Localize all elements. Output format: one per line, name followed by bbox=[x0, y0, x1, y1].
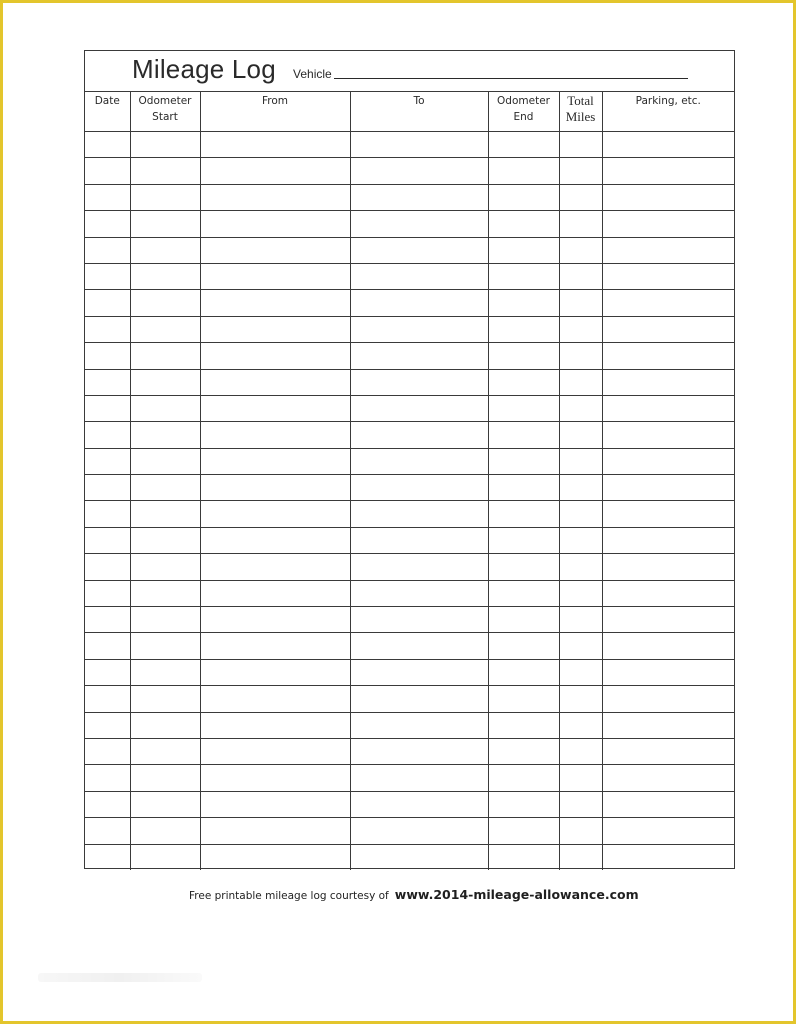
log-cell-total-miles[interactable] bbox=[559, 818, 602, 844]
log-cell-to[interactable] bbox=[350, 554, 488, 580]
log-entry-row bbox=[85, 263, 734, 289]
log-cell-total-miles[interactable] bbox=[559, 686, 602, 712]
log-cell-odometer-start[interactable] bbox=[130, 844, 200, 870]
log-cell-total-miles[interactable] bbox=[559, 316, 602, 342]
log-cell-to[interactable] bbox=[350, 263, 488, 289]
log-entry-row bbox=[85, 211, 734, 237]
column-header-odometer-start bbox=[130, 91, 200, 132]
log-cell-odometer-end[interactable] bbox=[488, 316, 559, 342]
log-cell-odometer-end[interactable] bbox=[488, 765, 559, 791]
log-entry-row bbox=[85, 844, 734, 870]
column-header-from bbox=[200, 91, 350, 132]
log-cell-odometer-end[interactable] bbox=[488, 554, 559, 580]
log-entry-row bbox=[85, 369, 734, 395]
log-entry-row bbox=[85, 395, 734, 421]
log-cell-parking[interactable] bbox=[602, 184, 734, 210]
log-cell-parking[interactable] bbox=[602, 633, 734, 659]
log-cell-date[interactable] bbox=[85, 501, 130, 527]
log-entry-row bbox=[85, 607, 734, 633]
log-cell-total-miles[interactable] bbox=[559, 738, 602, 764]
header-row bbox=[85, 91, 734, 132]
log-cell-date[interactable] bbox=[85, 844, 130, 870]
log-cell-odometer-end[interactable] bbox=[488, 818, 559, 844]
log-cell-from[interactable] bbox=[200, 184, 350, 210]
log-cell-parking[interactable] bbox=[602, 765, 734, 791]
log-cell-from[interactable] bbox=[200, 738, 350, 764]
log-cell-from[interactable] bbox=[200, 844, 350, 870]
log-cell-from[interactable] bbox=[200, 475, 350, 501]
log-entry-row bbox=[85, 527, 734, 553]
log-cell-odometer-end[interactable] bbox=[488, 844, 559, 870]
log-entry-row bbox=[85, 580, 734, 606]
log-cell-total-miles[interactable] bbox=[559, 527, 602, 553]
log-cell-parking[interactable] bbox=[602, 527, 734, 553]
log-cell-odometer-end[interactable] bbox=[488, 369, 559, 395]
log-cell-total-miles[interactable] bbox=[559, 765, 602, 791]
log-cell-odometer-start[interactable] bbox=[130, 290, 200, 316]
log-cell-to[interactable] bbox=[350, 395, 488, 421]
log-cell-date[interactable] bbox=[85, 607, 130, 633]
vehicle-label: Vehicle bbox=[293, 67, 332, 81]
log-cell-date[interactable] bbox=[85, 765, 130, 791]
column-header-to bbox=[350, 91, 488, 132]
log-cell-to[interactable] bbox=[350, 369, 488, 395]
title-band bbox=[85, 51, 734, 92]
mileage-table bbox=[85, 91, 734, 870]
log-cell-from[interactable] bbox=[200, 448, 350, 474]
log-cell-parking[interactable] bbox=[602, 395, 734, 421]
footer-website-link[interactable]: www.2014-mileage-allowance.com bbox=[394, 887, 639, 902]
log-cell-odometer-end[interactable] bbox=[488, 659, 559, 685]
log-cell-odometer-end[interactable] bbox=[488, 343, 559, 369]
log-table-body bbox=[85, 132, 734, 870]
log-cell-odometer-start[interactable] bbox=[130, 132, 200, 158]
log-entry-row bbox=[85, 738, 734, 764]
log-cell-date[interactable] bbox=[85, 818, 130, 844]
log-cell-date[interactable] bbox=[85, 132, 130, 158]
log-cell-odometer-start[interactable] bbox=[130, 316, 200, 342]
log-cell-odometer-end[interactable] bbox=[488, 580, 559, 606]
log-cell-odometer-end[interactable] bbox=[488, 237, 559, 263]
log-cell-date[interactable] bbox=[85, 395, 130, 421]
faint-scan-mark bbox=[38, 973, 202, 982]
log-cell-to[interactable] bbox=[350, 343, 488, 369]
log-cell-from[interactable] bbox=[200, 659, 350, 685]
log-entry-row bbox=[85, 818, 734, 844]
log-cell-to[interactable] bbox=[350, 791, 488, 817]
log-cell-from[interactable] bbox=[200, 527, 350, 553]
log-cell-parking[interactable] bbox=[602, 686, 734, 712]
log-cell-from[interactable] bbox=[200, 818, 350, 844]
log-entry-row bbox=[85, 554, 734, 580]
log-cell-date[interactable] bbox=[85, 263, 130, 289]
log-entry-row bbox=[85, 237, 734, 263]
log-cell-from[interactable] bbox=[200, 343, 350, 369]
log-cell-from[interactable] bbox=[200, 395, 350, 421]
log-cell-date[interactable] bbox=[85, 554, 130, 580]
log-cell-date[interactable] bbox=[85, 448, 130, 474]
log-cell-from[interactable] bbox=[200, 422, 350, 448]
log-cell-from[interactable] bbox=[200, 686, 350, 712]
log-cell-parking[interactable] bbox=[602, 791, 734, 817]
log-cell-parking[interactable] bbox=[602, 211, 734, 237]
log-cell-parking[interactable] bbox=[602, 369, 734, 395]
log-cell-odometer-end[interactable] bbox=[488, 633, 559, 659]
log-cell-date[interactable] bbox=[85, 475, 130, 501]
log-cell-from[interactable] bbox=[200, 290, 350, 316]
log-cell-from[interactable] bbox=[200, 633, 350, 659]
log-cell-odometer-start[interactable] bbox=[130, 237, 200, 263]
mileage-log-sheet bbox=[84, 50, 735, 869]
log-cell-odometer-end[interactable] bbox=[488, 475, 559, 501]
log-cell-date[interactable] bbox=[85, 580, 130, 606]
log-entry-row bbox=[85, 290, 734, 316]
log-cell-total-miles[interactable] bbox=[559, 184, 602, 210]
column-header-total-miles bbox=[559, 91, 602, 132]
log-cell-to[interactable] bbox=[350, 580, 488, 606]
log-cell-parking[interactable] bbox=[602, 712, 734, 738]
log-cell-total-miles[interactable] bbox=[559, 791, 602, 817]
log-cell-odometer-start[interactable] bbox=[130, 554, 200, 580]
log-entry-row bbox=[85, 659, 734, 685]
log-cell-odometer-start[interactable] bbox=[130, 422, 200, 448]
log-cell-to[interactable] bbox=[350, 686, 488, 712]
log-cell-from[interactable] bbox=[200, 580, 350, 606]
log-cell-to[interactable] bbox=[350, 712, 488, 738]
log-cell-date[interactable] bbox=[85, 686, 130, 712]
log-cell-date[interactable] bbox=[85, 633, 130, 659]
log-cell-odometer-end[interactable] bbox=[488, 738, 559, 764]
log-cell-odometer-end[interactable] bbox=[488, 686, 559, 712]
log-entry-row bbox=[85, 475, 734, 501]
log-cell-total-miles[interactable] bbox=[559, 475, 602, 501]
log-cell-odometer-start[interactable] bbox=[130, 184, 200, 210]
log-cell-odometer-start[interactable] bbox=[130, 211, 200, 237]
log-entry-row bbox=[85, 633, 734, 659]
log-cell-odometer-end[interactable] bbox=[488, 184, 559, 210]
header-line: Odometer bbox=[138, 95, 192, 107]
log-cell-to[interactable] bbox=[350, 527, 488, 553]
log-cell-to[interactable] bbox=[350, 184, 488, 210]
log-entry-row bbox=[85, 316, 734, 342]
log-cell-parking[interactable] bbox=[602, 554, 734, 580]
log-cell-date[interactable] bbox=[85, 712, 130, 738]
log-entry-row bbox=[85, 158, 734, 184]
header-line: Parking, etc. bbox=[635, 95, 701, 107]
header-line: To bbox=[413, 95, 425, 107]
log-cell-parking[interactable] bbox=[602, 580, 734, 606]
log-cell-from[interactable] bbox=[200, 158, 350, 184]
log-cell-odometer-end[interactable] bbox=[488, 211, 559, 237]
log-cell-total-miles[interactable] bbox=[559, 422, 602, 448]
log-cell-date[interactable] bbox=[85, 343, 130, 369]
log-cell-odometer-start[interactable] bbox=[130, 475, 200, 501]
log-entry-row bbox=[85, 712, 734, 738]
log-cell-total-miles[interactable] bbox=[559, 211, 602, 237]
header-line: Odometer bbox=[497, 95, 550, 107]
log-cell-odometer-start[interactable] bbox=[130, 607, 200, 633]
log-cell-total-miles[interactable] bbox=[559, 448, 602, 474]
header-line: From bbox=[261, 95, 288, 107]
log-cell-from[interactable] bbox=[200, 607, 350, 633]
log-cell-date[interactable] bbox=[85, 369, 130, 395]
log-cell-to[interactable] bbox=[350, 659, 488, 685]
log-cell-parking[interactable] bbox=[602, 132, 734, 158]
log-cell-date[interactable] bbox=[85, 158, 130, 184]
header-line: Start bbox=[152, 111, 178, 123]
page-title: Mileage Log bbox=[132, 54, 276, 84]
log-cell-odometer-start[interactable] bbox=[130, 791, 200, 817]
vehicle-field-line[interactable] bbox=[334, 78, 688, 79]
log-cell-date[interactable] bbox=[85, 211, 130, 237]
log-cell-odometer-end[interactable] bbox=[488, 158, 559, 184]
log-cell-parking[interactable] bbox=[602, 343, 734, 369]
log-entry-row bbox=[85, 686, 734, 712]
log-cell-total-miles[interactable] bbox=[559, 844, 602, 870]
log-cell-to[interactable] bbox=[350, 501, 488, 527]
log-cell-to[interactable] bbox=[350, 818, 488, 844]
log-cell-total-miles[interactable] bbox=[559, 290, 602, 316]
log-cell-total-miles[interactable] bbox=[559, 237, 602, 263]
log-cell-parking[interactable] bbox=[602, 316, 734, 342]
log-cell-date[interactable] bbox=[85, 237, 130, 263]
log-cell-to[interactable] bbox=[350, 290, 488, 316]
log-cell-to[interactable] bbox=[350, 738, 488, 764]
log-cell-odometer-start[interactable] bbox=[130, 659, 200, 685]
log-cell-odometer-start[interactable] bbox=[130, 712, 200, 738]
log-cell-to[interactable] bbox=[350, 633, 488, 659]
log-cell-from[interactable] bbox=[200, 263, 350, 289]
log-cell-total-miles[interactable] bbox=[559, 343, 602, 369]
column-header-parking bbox=[602, 91, 734, 132]
log-cell-odometer-end[interactable] bbox=[488, 501, 559, 527]
log-cell-parking[interactable] bbox=[602, 290, 734, 316]
log-cell-odometer-start[interactable] bbox=[130, 395, 200, 421]
log-cell-odometer-end[interactable] bbox=[488, 712, 559, 738]
log-cell-total-miles[interactable] bbox=[559, 263, 602, 289]
log-cell-total-miles[interactable] bbox=[559, 633, 602, 659]
footer-prefix-text: Free printable mileage log courtesy of bbox=[189, 890, 389, 902]
log-cell-odometer-end[interactable] bbox=[488, 290, 559, 316]
log-cell-to[interactable] bbox=[350, 765, 488, 791]
log-entry-row bbox=[85, 184, 734, 210]
log-cell-to[interactable] bbox=[350, 158, 488, 184]
log-cell-from[interactable] bbox=[200, 554, 350, 580]
log-cell-to[interactable] bbox=[350, 237, 488, 263]
log-entry-row bbox=[85, 765, 734, 791]
log-cell-from[interactable] bbox=[200, 712, 350, 738]
header-line: Date bbox=[94, 95, 120, 107]
log-cell-odometer-end[interactable] bbox=[488, 395, 559, 421]
log-cell-parking[interactable] bbox=[602, 659, 734, 685]
log-cell-odometer-start[interactable] bbox=[130, 765, 200, 791]
log-cell-odometer-end[interactable] bbox=[488, 422, 559, 448]
log-cell-odometer-start[interactable] bbox=[130, 580, 200, 606]
log-cell-date[interactable] bbox=[85, 290, 130, 316]
header-line: Total bbox=[567, 93, 594, 108]
log-cell-odometer-start[interactable] bbox=[130, 686, 200, 712]
log-cell-total-miles[interactable] bbox=[559, 659, 602, 685]
log-cell-total-miles[interactable] bbox=[559, 158, 602, 184]
log-cell-date[interactable] bbox=[85, 738, 130, 764]
log-cell-total-miles[interactable] bbox=[559, 607, 602, 633]
log-cell-parking[interactable] bbox=[602, 448, 734, 474]
log-cell-parking[interactable] bbox=[602, 422, 734, 448]
log-cell-from[interactable] bbox=[200, 765, 350, 791]
log-cell-from[interactable] bbox=[200, 369, 350, 395]
log-cell-date[interactable] bbox=[85, 791, 130, 817]
log-cell-odometer-start[interactable] bbox=[130, 263, 200, 289]
log-cell-to[interactable] bbox=[350, 448, 488, 474]
log-cell-total-miles[interactable] bbox=[559, 395, 602, 421]
log-cell-parking[interactable] bbox=[602, 738, 734, 764]
log-cell-from[interactable] bbox=[200, 237, 350, 263]
log-cell-to[interactable] bbox=[350, 422, 488, 448]
log-cell-parking[interactable] bbox=[602, 237, 734, 263]
log-cell-odometer-start[interactable] bbox=[130, 448, 200, 474]
log-cell-to[interactable] bbox=[350, 844, 488, 870]
log-cell-date[interactable] bbox=[85, 184, 130, 210]
log-cell-odometer-start[interactable] bbox=[130, 369, 200, 395]
log-cell-odometer-end[interactable] bbox=[488, 607, 559, 633]
header-line: Miles bbox=[565, 109, 596, 124]
log-cell-from[interactable] bbox=[200, 501, 350, 527]
log-cell-total-miles[interactable] bbox=[559, 132, 602, 158]
log-cell-parking[interactable] bbox=[602, 818, 734, 844]
log-cell-parking[interactable] bbox=[602, 844, 734, 870]
log-cell-odometer-start[interactable] bbox=[130, 738, 200, 764]
log-cell-to[interactable] bbox=[350, 475, 488, 501]
log-cell-odometer-end[interactable] bbox=[488, 132, 559, 158]
log-cell-from[interactable] bbox=[200, 791, 350, 817]
log-cell-odometer-start[interactable] bbox=[130, 343, 200, 369]
footer-credit bbox=[189, 886, 639, 904]
log-cell-from[interactable] bbox=[200, 211, 350, 237]
log-cell-parking[interactable] bbox=[602, 158, 734, 184]
log-cell-odometer-start[interactable] bbox=[130, 158, 200, 184]
header-line: End bbox=[513, 111, 534, 123]
log-cell-parking[interactable] bbox=[602, 501, 734, 527]
log-cell-from[interactable] bbox=[200, 316, 350, 342]
log-cell-odometer-start[interactable] bbox=[130, 633, 200, 659]
log-cell-to[interactable] bbox=[350, 132, 488, 158]
log-cell-to[interactable] bbox=[350, 316, 488, 342]
log-cell-date[interactable] bbox=[85, 422, 130, 448]
log-cell-from[interactable] bbox=[200, 132, 350, 158]
log-cell-parking[interactable] bbox=[602, 607, 734, 633]
log-cell-odometer-end[interactable] bbox=[488, 448, 559, 474]
log-cell-odometer-end[interactable] bbox=[488, 791, 559, 817]
log-cell-odometer-start[interactable] bbox=[130, 818, 200, 844]
log-cell-total-miles[interactable] bbox=[559, 580, 602, 606]
log-cell-date[interactable] bbox=[85, 527, 130, 553]
log-entry-row bbox=[85, 501, 734, 527]
column-header-date bbox=[85, 91, 130, 132]
log-entry-row bbox=[85, 791, 734, 817]
log-entry-row bbox=[85, 132, 734, 158]
log-cell-total-miles[interactable] bbox=[559, 501, 602, 527]
log-cell-odometer-start[interactable] bbox=[130, 527, 200, 553]
log-cell-odometer-start[interactable] bbox=[130, 501, 200, 527]
log-cell-total-miles[interactable] bbox=[559, 554, 602, 580]
log-entry-row bbox=[85, 343, 734, 369]
column-header-odometer-end bbox=[488, 91, 559, 132]
log-cell-odometer-end[interactable] bbox=[488, 527, 559, 553]
log-cell-odometer-end[interactable] bbox=[488, 263, 559, 289]
log-cell-date[interactable] bbox=[85, 659, 130, 685]
log-entry-row bbox=[85, 448, 734, 474]
log-cell-date[interactable] bbox=[85, 316, 130, 342]
log-cell-to[interactable] bbox=[350, 211, 488, 237]
log-cell-to[interactable] bbox=[350, 607, 488, 633]
log-entry-row bbox=[85, 422, 734, 448]
log-cell-total-miles[interactable] bbox=[559, 712, 602, 738]
log-cell-parking[interactable] bbox=[602, 475, 734, 501]
log-cell-parking[interactable] bbox=[602, 263, 734, 289]
log-cell-total-miles[interactable] bbox=[559, 369, 602, 395]
